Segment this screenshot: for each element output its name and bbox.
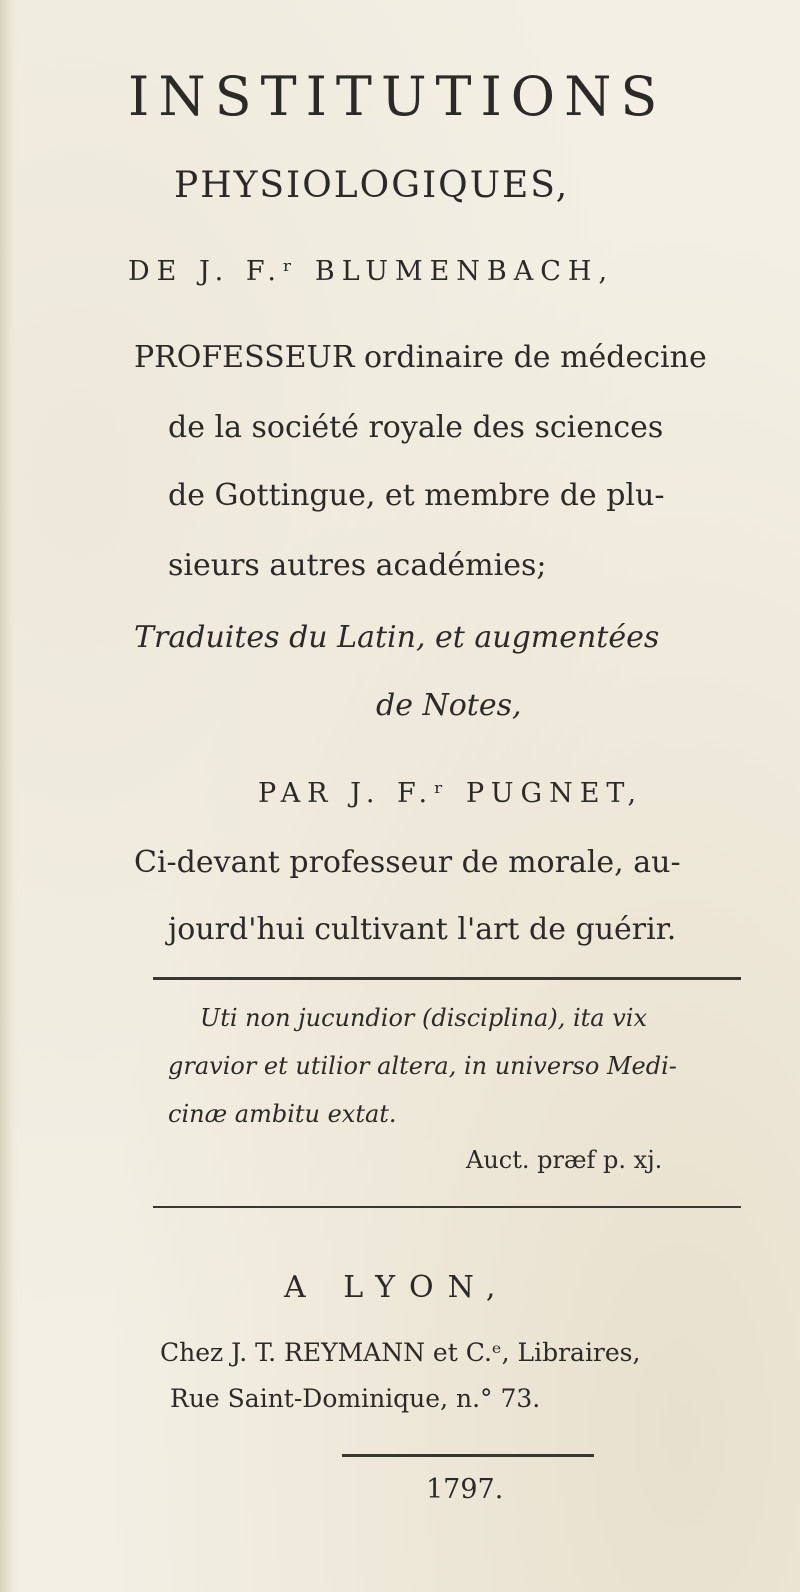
- book-subtitle: PHYSIOLOGIQUES,: [174, 165, 570, 206]
- publisher-line-1: Chez J. T. REYMANN et C.ᵉ, Libraires,: [160, 1338, 641, 1367]
- translation-line-2: de Notes,: [376, 688, 522, 723]
- divider-bottom: [153, 1206, 741, 1208]
- author-desc-line-1: PROFESSEUR ordinaire de médecine: [134, 340, 707, 375]
- publication-year: 1797.: [426, 1474, 504, 1505]
- translator-line: PAR J. F.ʳ PUGNET,: [258, 778, 644, 809]
- publisher-line-2: Rue Saint-Dominique, n.° 73.: [170, 1384, 541, 1413]
- book-title: INSTITUTIONS: [128, 65, 667, 128]
- author-desc-line-4: sieurs autres académies;: [168, 548, 547, 583]
- epigraph-line-1: Uti non jucundior (disciplina), ita vix: [200, 1004, 647, 1032]
- divider-year: [342, 1454, 594, 1457]
- author-desc-line-3: de Gottingue, et membre de plu-: [168, 478, 665, 513]
- author-line: DE J. F.ʳ BLUMENBACH,: [128, 256, 615, 287]
- epigraph-source: Auct. præf p. xj.: [466, 1146, 663, 1174]
- divider-top: [153, 977, 741, 980]
- translator-desc-line-1: Ci-devant professeur de morale, au-: [134, 845, 681, 880]
- epigraph-line-3: cinæ ambitu extat.: [168, 1100, 397, 1128]
- epigraph-line-2: gravior et utilior altera, in universo Medi-: [168, 1052, 677, 1080]
- translation-line-1: Traduites du Latin, et augmentées: [134, 620, 660, 655]
- binding-edge: [0, 0, 18, 1592]
- place-of-publication: A LYON,: [284, 1270, 510, 1305]
- author-desc-line-2: de la société royale des sciences: [168, 410, 664, 445]
- translator-desc-line-2: jourd'hui cultivant l'art de guérir.: [168, 912, 677, 947]
